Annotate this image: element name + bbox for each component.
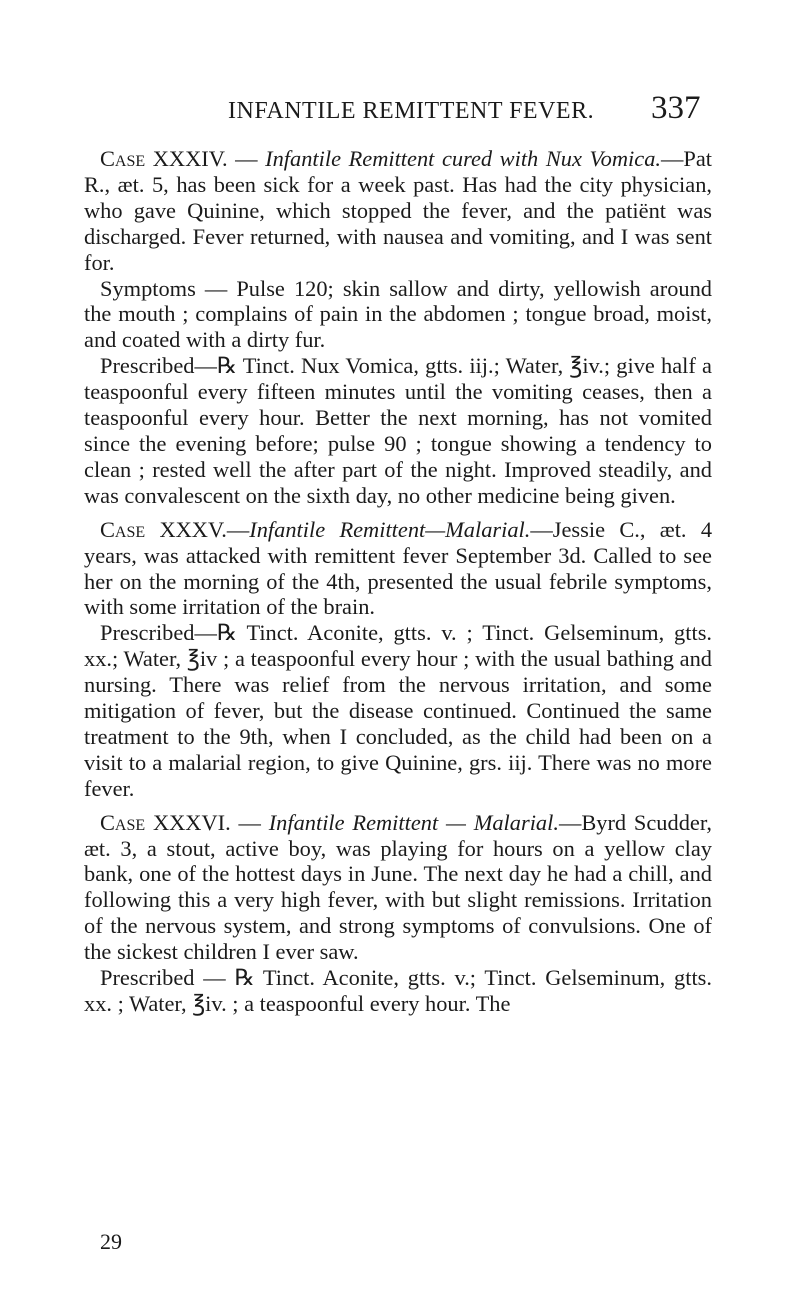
page-number: 337 xyxy=(651,90,701,126)
case-36-paragraph-1: —Byrd Scudder, æt. 3, a stout, active boy, was playing for hours on a yellow clay bank, one of the hottest days in June. The next day he had a chill, and following this a very high fever, with but slight remissions. Irritation of the nervous system, and strong symptoms of convulsions. One of the sickest children I ever saw. xyxy=(84,809,712,965)
running-title: INFANTILE REMITTENT FEVER. xyxy=(228,98,595,124)
case-35-label: Case XXXV. xyxy=(100,516,227,542)
case-34-paragraph-1: —Pat R., æt. 5, has been sick for a week past. Has had the city physician, who gave Quinine, which stopped the fever, and the patiënt was discharged. Fever returned, with nausea and vomiting, and I was sent for. xyxy=(84,146,713,275)
signature-mark: 29 xyxy=(100,1229,122,1254)
case-35-separator: — xyxy=(226,516,250,542)
case-36-title: Infantile Remittent — Malarial. xyxy=(268,809,559,835)
case-36-label: Case XXXVI. xyxy=(100,809,231,835)
case-35-intro xyxy=(84,517,712,621)
case-36-paragraph-2: Prescribed — ℞ Tinct. Aconite, gtts. v.; Tinct. Gelseminum, gtts. xx. ; Water, ℥iv. ; a teaspoonful every hour. The xyxy=(84,965,712,1016)
case-34-label: Case XXXIV. xyxy=(100,146,228,171)
case-34-separator: — xyxy=(227,146,266,171)
body-text xyxy=(84,146,712,1017)
case-35-title: Infantile Remittent—Malarial. xyxy=(249,516,531,542)
case-35-paragraph-2: Prescribed—℞ Tinct. Aconite, gtts. v. ; Tinct. Gelseminum, gtts. xx.; Water, ℥iv ; a teaspoonful every hour ; with the usual bathing and nursing. There was relief from the nervous irritation, and some mitigation of fever, but the disease continued. Continued the same treatment to the 9th, when I concluded, as the child had been on a visit to a malarial region, to give Quinine, grs. iij. There was no more fever. xyxy=(84,620,712,801)
case-36-intro xyxy=(84,810,712,965)
running-header xyxy=(0,92,800,132)
case-36-separator: — xyxy=(230,809,269,835)
case-34-paragraph-2: Symptoms — Pulse 120; skin sallow and dirty, yellowish around the mouth ; complains of pain in the abdomen ; tongue broad, moist, and coated with a dirty fur. xyxy=(84,275,712,353)
case-34-intro xyxy=(84,146,712,276)
case-34-paragraph-3: Prescribed—℞ Tinct. Nux Vomica, gtts. iij.; Water, ℥iv.; give half a teaspoonful every fifteen minutes until the vomiting ceases, then a teaspoonful every hour. Better the next morning, has not vomited since the evening before; pulse 90 ; tongue showing a tendency to clean ; rested well the after part of the night. Improved steadily, and was convalescent on the sixth day, no other medicine being given. xyxy=(84,353,712,508)
case-34-title: Infantile Remittent cured with Nux Vomica. xyxy=(265,146,661,171)
case-35-paragraph-1: —Jessie C., æt. 4 years, was attacked with remittent fever September 3d. Called to see her on the morning of the 4th, presented the usual febrile symptoms, with some irritation of the brain. xyxy=(84,516,713,620)
